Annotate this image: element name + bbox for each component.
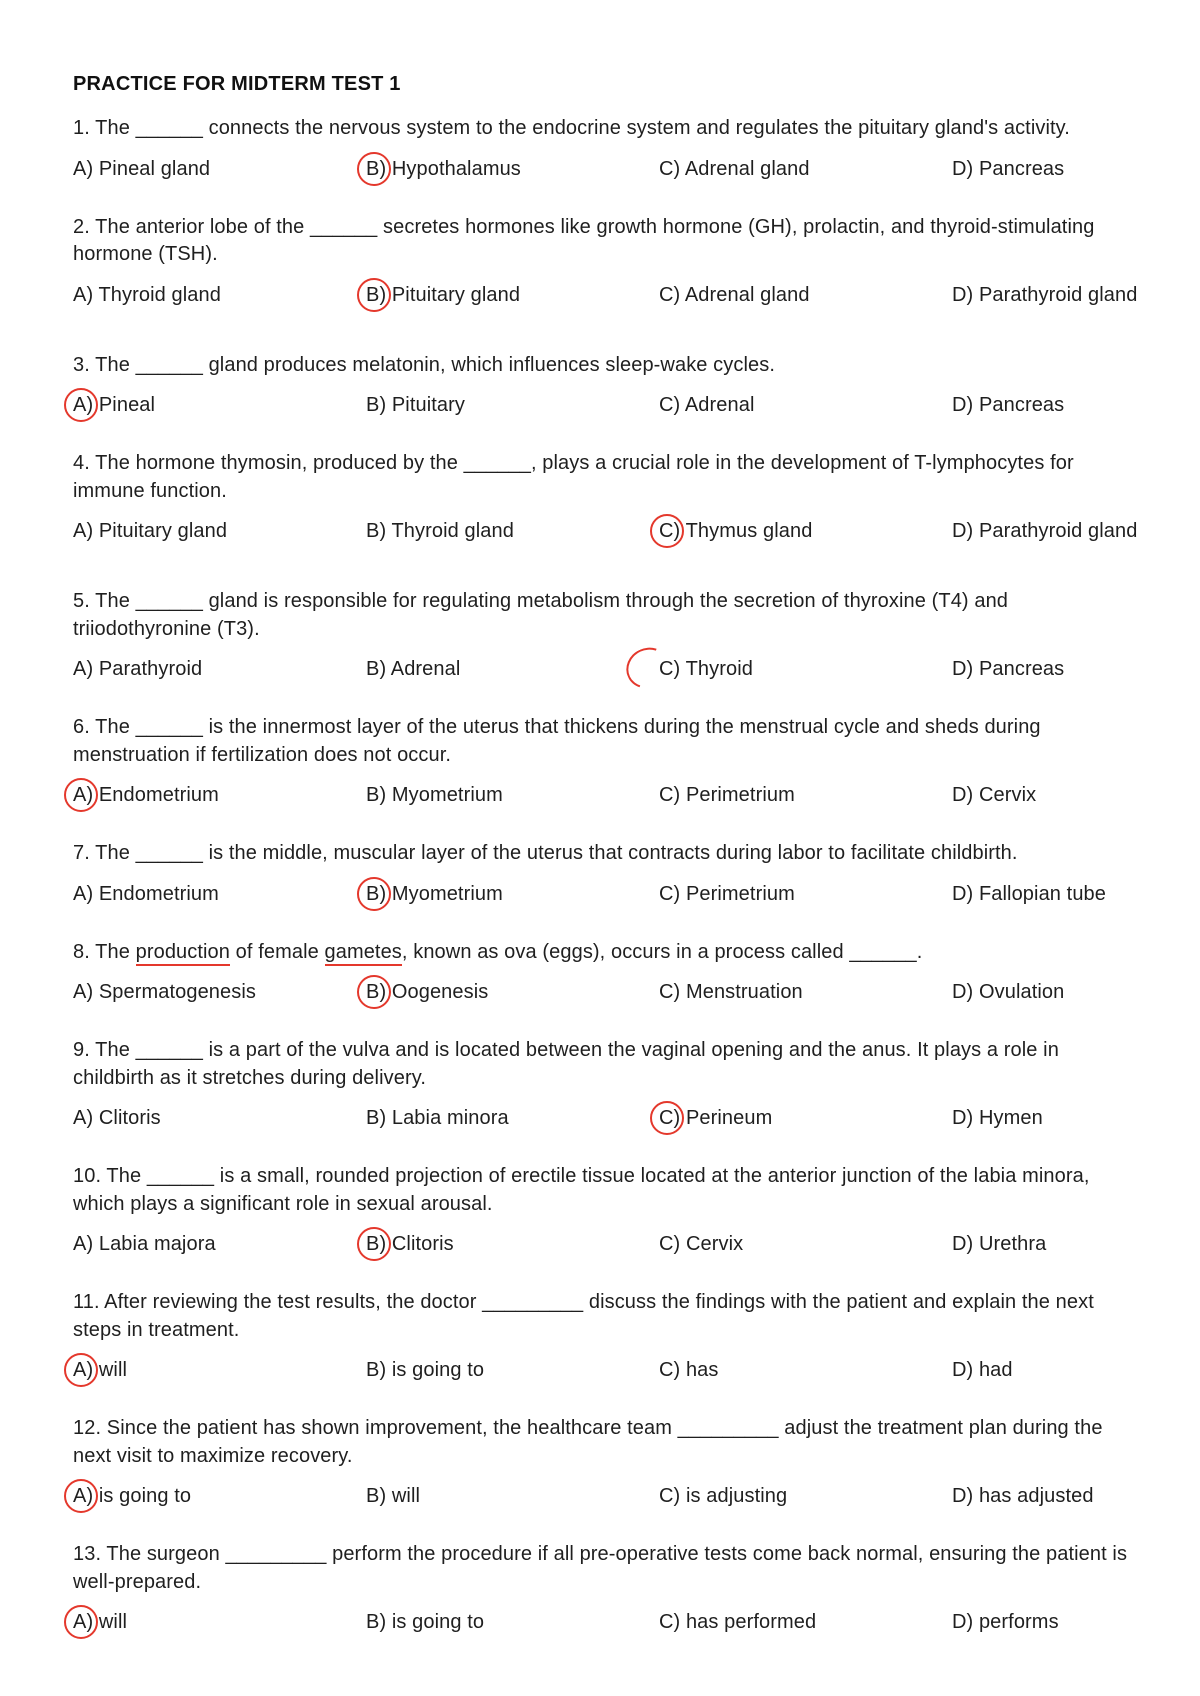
option-5d: D) Pancreas xyxy=(952,658,1065,680)
option-11b: B) is going to xyxy=(366,1359,485,1381)
option-9c-label: C) Perineum xyxy=(659,1107,773,1129)
question-12: 12. Since the patient has shown improvement, the healthcare team _________ adjust the treatment plan during the next visit to maximize recovery. xyxy=(73,1417,1103,1467)
option-9c xyxy=(659,1105,772,1133)
question-2: 2. The anterior lobe of the ______ secretes hormones like growth hormone (GH), prolactin, and thyroid-stimulating hormone (TSH). xyxy=(73,215,1095,265)
question-13: 13. The surgeon _________ perform the procedure if all pre-operative tests come back normal, ensuring the patient is well-prepared. xyxy=(73,1543,1128,1593)
options-4 xyxy=(73,518,1138,574)
option-13a-label: A) will xyxy=(73,1611,128,1633)
option-2d: D) Parathyroid gland xyxy=(952,283,1138,306)
options-12 xyxy=(73,1483,1133,1527)
question-8-part: of female xyxy=(230,940,325,963)
option-12b: B) will xyxy=(366,1485,421,1507)
option-1b xyxy=(366,156,521,184)
option-2a: A) Thyroid gland xyxy=(73,283,221,306)
options-3 xyxy=(73,392,1133,436)
option-8b-label: B) Oogenesis xyxy=(366,981,489,1003)
options-8 xyxy=(73,979,1133,1023)
option-11a-label: A) will xyxy=(73,1359,128,1381)
options-1 xyxy=(73,156,1133,200)
question-7: 7. The ______ is the middle, muscular layer of the uterus that contracts during labor to facilitate childbirth. xyxy=(73,842,1018,864)
option-3a-label: A) Pineal xyxy=(73,394,156,416)
option-8b xyxy=(366,979,488,1007)
option-13d: D) performs xyxy=(952,1611,1059,1633)
option-4b: B) Thyroid gland xyxy=(366,520,514,542)
option-13b: B) is going to xyxy=(366,1611,485,1633)
option-4c-label: C) Thymus gland xyxy=(659,520,813,542)
option-1d: D) Pancreas xyxy=(952,157,1065,180)
option-7c: C) Perimetrium xyxy=(659,882,795,905)
option-5b: B) Adrenal xyxy=(366,658,461,680)
option-3a xyxy=(73,392,155,420)
option-10b xyxy=(366,1231,454,1259)
option-6b: B) Myometrium xyxy=(366,784,503,806)
options-5 xyxy=(73,656,1133,700)
option-6a-label: A) Endometrium xyxy=(73,784,219,806)
option-2b xyxy=(366,282,520,310)
options-11 xyxy=(73,1357,1133,1401)
options-2 xyxy=(73,282,1138,338)
option-8d: D) Ovulation xyxy=(952,981,1065,1003)
option-7b xyxy=(366,881,503,909)
option-7a: A) Endometrium xyxy=(73,882,219,905)
option-8a: A) Spermatogenesis xyxy=(73,981,257,1003)
option-4a: A) Pituitary gland xyxy=(73,520,228,542)
option-12a-label: A) is going to xyxy=(73,1485,192,1507)
question-1: 1. The ______ connects the nervous system to the endocrine system and regulates the pituitary gland's activity. xyxy=(73,117,1070,139)
question-list xyxy=(73,115,1138,1667)
option-1b-label: B) Hypothalamus xyxy=(366,157,521,180)
question-8 xyxy=(73,939,1133,967)
option-2b-label: B) Pituitary gland xyxy=(366,283,521,306)
options-9 xyxy=(73,1105,1133,1149)
option-11d: D) had xyxy=(952,1359,1013,1381)
option-11c: C) has xyxy=(659,1359,719,1381)
option-3c: C) Adrenal xyxy=(659,394,755,416)
option-12d: D) has adjusted xyxy=(952,1485,1094,1507)
underlined-word: gametes xyxy=(325,941,402,966)
options-7 xyxy=(73,881,1133,925)
option-7b-label: B) Myometrium xyxy=(366,882,503,905)
option-8c: C) Menstruation xyxy=(659,981,803,1003)
option-11a xyxy=(73,1357,127,1385)
option-6a xyxy=(73,782,219,810)
options-6 xyxy=(73,782,1133,826)
question-10: 10. The ______ is a small, rounded projection of erectile tissue located at the anterior junction of the labia minora, which plays a significant role in sexual arousal. xyxy=(73,1165,1090,1215)
underlined-word: production xyxy=(136,941,230,966)
option-12a xyxy=(73,1483,191,1511)
option-5c-label: C) Thyroid xyxy=(659,658,753,680)
option-6d: D) Cervix xyxy=(952,784,1037,806)
option-5a: A) Parathyroid xyxy=(73,658,203,680)
question-3: 3. The ______ gland produces melatonin, which influences sleep-wake cycles. xyxy=(73,353,775,376)
options-13 xyxy=(73,1609,1133,1653)
question-5: 5. The ______ gland is responsible for regulating metabolism through the secretion of thyroxine (T4) and triiodothyronine (T3). xyxy=(73,590,1009,640)
question-11: 11. After reviewing the test results, the doctor _________ discuss the findings with the patient and explain the next steps in treatment. xyxy=(73,1291,1094,1341)
option-3d: D) Pancreas xyxy=(952,394,1065,416)
option-4d: D) Parathyroid gland xyxy=(952,520,1138,542)
option-2c: C) Adrenal gland xyxy=(659,283,810,306)
option-3b: B) Pituitary xyxy=(366,394,466,416)
option-9d: D) Hymen xyxy=(952,1107,1043,1129)
option-7d: D) Fallopian tube xyxy=(952,882,1107,905)
option-10b-label: B) Clitoris xyxy=(366,1233,454,1255)
options-10 xyxy=(73,1231,1133,1275)
option-13c: C) has performed xyxy=(659,1611,817,1633)
question-4: 4. The hormone thymosin, produced by the ______, plays a crucial role in the development of T-lymphocytes for immune function. xyxy=(73,452,1074,502)
option-12c: C) is adjusting xyxy=(659,1485,788,1507)
option-5c xyxy=(659,656,753,684)
option-6c: C) Perimetrium xyxy=(659,784,795,806)
option-1c: C) Adrenal gland xyxy=(659,157,810,180)
option-1a: A) Pineal gland xyxy=(73,157,211,180)
question-6: 6. The ______ is the innermost layer of the uterus that thickens during the menstrual cycle and sheds during menstruation if fertilization does not occur. xyxy=(73,716,1041,766)
question-8-part: 8. The xyxy=(73,940,136,963)
question-9: 9. The ______ is a part of the vulva and is located between the vaginal opening and the anus. It plays a role in childbirth as it stretches during delivery. xyxy=(73,1039,1059,1089)
question-8-part: , known as ova (eggs), occurs in a process called ______. xyxy=(401,940,923,963)
option-10d: D) Urethra xyxy=(952,1233,1047,1255)
option-13a xyxy=(73,1609,127,1637)
page-title: PRACTICE FOR MIDTERM TEST 1 xyxy=(73,73,401,95)
option-4c xyxy=(659,518,812,546)
option-9b: B) Labia minora xyxy=(366,1107,509,1129)
option-10a: A) Labia majora xyxy=(73,1233,216,1255)
option-9a: A) Clitoris xyxy=(73,1107,161,1129)
option-10c: C) Cervix xyxy=(659,1233,744,1255)
